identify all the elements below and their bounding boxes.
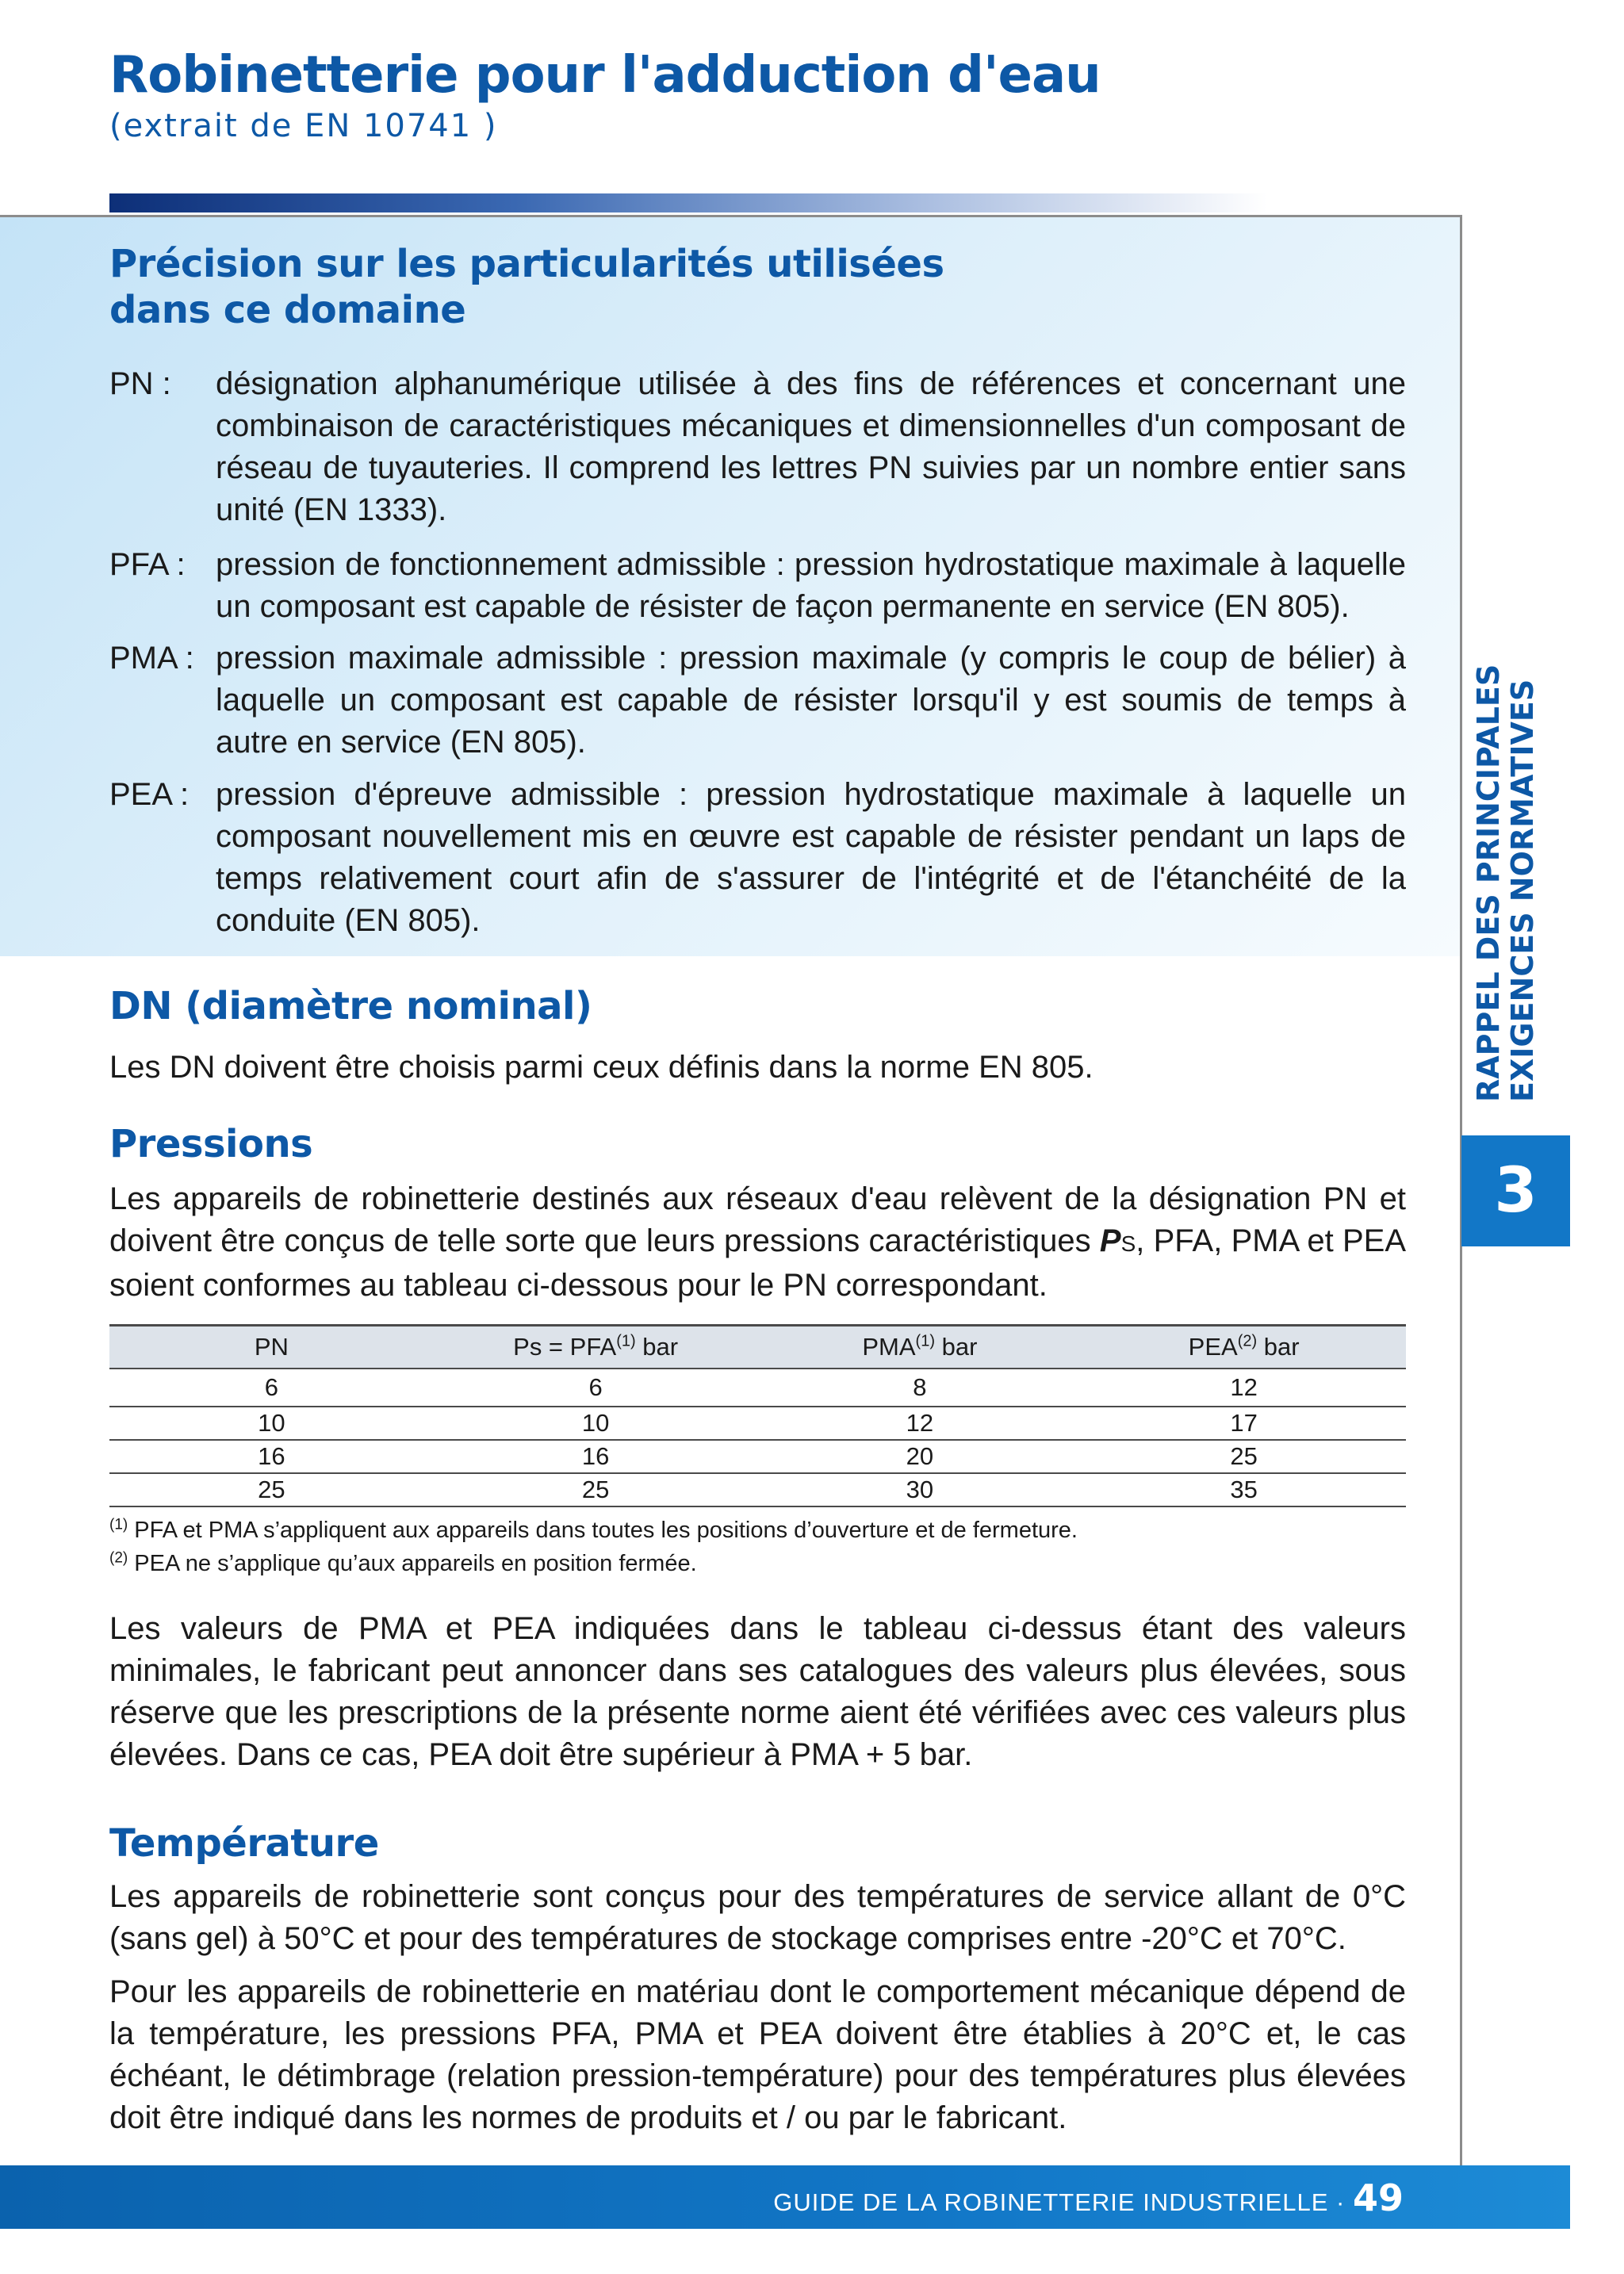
chapter-number-tab: 3: [1461, 1135, 1570, 1246]
column-header-pea: PEA$^{(2)}$ bar: [1082, 1326, 1406, 1369]
table-cell: 10: [434, 1407, 758, 1440]
definition-pn: [109, 363, 1406, 531]
pressions-intro: [109, 1178, 1406, 1307]
table-cell: 6: [434, 1369, 758, 1407]
table-cell: 12: [1082, 1369, 1406, 1407]
definition-pfa: [109, 544, 1406, 628]
precision-heading: [109, 241, 944, 333]
definition-pea: [109, 774, 1406, 942]
column-header-ps-pfa: $Ps = PFA^{(1)}$ bar: [434, 1326, 758, 1369]
pressions-heading: Pressions: [109, 1122, 313, 1166]
footer-guide-title: GUIDE DE LA ROBINETTERIE INDUSTRIELLE: [773, 2188, 1329, 2216]
definition-text: pression maximale admissible : pression maximale (y compris le coup de bélier) à laquelle un composant est capable de résister lorsqu'il y est soumis de temps à autre en service (EN 805).: [216, 641, 1406, 760]
ps-symbol-p: P: [1099, 1223, 1121, 1258]
page-title: Robinetterie pour l'adduction d'eau: [109, 46, 1101, 105]
page-number: 49: [1352, 2176, 1404, 2219]
table-cell: 10: [109, 1407, 434, 1440]
table-cell: 25: [1082, 1440, 1406, 1473]
table-row: [109, 1369, 1406, 1407]
table-cell: 20: [758, 1440, 1082, 1473]
page-subtitle: (extrait de EN 10741 ): [109, 108, 498, 144]
definition-text: désignation alphanumérique utilisée à des fins de références et concernant une combinaison de caractéristiques mécaniques et dimensionnelles d'un composant de réseau de tuyauteries. Il comprend les lettres PN suivies par un nombre entier sans unité (EN 1333).: [216, 366, 1406, 527]
table-footnote-2: $^{(2)}$ PEA ne s’applique qu’aux appareils en position fermée.: [109, 1549, 697, 1576]
definition-term: PN :: [109, 366, 171, 401]
table-row: [109, 1407, 1406, 1440]
table-cell: 16: [434, 1440, 758, 1473]
pressions-intro-start: Les appareils de robinetterie destinés aux réseaux d'eau relèvent de la désignation PN et doivent être conçus de telle sorte que leurs pressions caractéristiques: [109, 1181, 1406, 1258]
column-header-pn: PN: [109, 1326, 434, 1369]
table-row: [109, 1440, 1406, 1473]
sidebar-line-2: EXIGENCES NORMATIVES: [1505, 679, 1540, 1102]
chapter-sidebar-title: [1472, 664, 1540, 1102]
precision-heading-line1: Précision sur les particularités utilisées: [109, 242, 944, 286]
definition-pma: [109, 637, 1406, 764]
table-header-row: [109, 1326, 1406, 1369]
sidebar-line-1: RAPPEL DES PRINCIPALES: [1471, 664, 1506, 1102]
table-cell: 16: [109, 1440, 434, 1473]
definition-text: pression de fonctionnement admissible : pression hydrostatique maximale à laquelle un composant est capable de résister de façon permanente en service (EN 805).: [216, 547, 1406, 624]
pressions-intro-end: , PFA, PMA et PEA soient conformes au tableau ci-dessous pour le PN correspondant.: [109, 1223, 1407, 1303]
column-header-pma: PMA$^{(1)}$ bar: [758, 1326, 1082, 1369]
table-cell: 17: [1082, 1407, 1406, 1440]
definition-text: pression d'épreuve admissible : pression hydrostatique maximale à laquelle un composant nouvellement mis en œuvre est capable de résister pendant un laps de temps relativement court afin de s'assurer de l'intégrité et de l'étanchéité de la conduite (EN 805).: [216, 777, 1406, 938]
table-row: [109, 1473, 1406, 1506]
table-cell: 35: [1082, 1473, 1406, 1506]
title-gradient-bar: [109, 193, 1267, 212]
footer-separator: ·: [1328, 2188, 1353, 2216]
table-cell: 25: [109, 1473, 434, 1506]
table-cell: 8: [758, 1369, 1082, 1407]
temperature-paragraph-1: Les appareils de robinetterie sont conçus pour des températures de service allant de 0°C (sans gel) à 50°C et pour des températures de stockage comprises entre -20°C et 70°C.: [109, 1879, 1406, 1956]
table-cell: 25: [434, 1473, 758, 1506]
frame-top-line: [0, 215, 1461, 217]
temperature-heading: Température: [109, 1821, 379, 1866]
pressions-after-table-text: Les valeurs de PMA et PEA indiquées dans le tableau ci-dessus étant des valeurs minimales, le fabricant peut annoncer dans ses catalogues des valeurs plus élevées, sous réserve que les prescriptions de la présente norme aient été vérifiées avec ces valeurs plus élevées. Dans ce cas, PEA doit être supérieur à PMA + 5 bar.: [109, 1611, 1406, 1772]
definition-term: PEA :: [109, 777, 190, 812]
definition-term: PMA :: [109, 641, 194, 676]
ps-symbol-subscript: S: [1120, 1231, 1136, 1256]
dn-text: Les DN doivent être choisis parmi ceux définis dans la norme EN 805.: [109, 1050, 1094, 1085]
precision-heading-line2: dans ce domaine: [109, 288, 466, 332]
definition-term: PFA :: [109, 547, 186, 582]
table-cell: 6: [109, 1369, 434, 1407]
table-cell: 30: [758, 1473, 1082, 1506]
dn-heading: DN (diamètre nominal): [109, 984, 592, 1028]
pressure-table: [109, 1324, 1406, 1507]
footer-text: [773, 2174, 1404, 2222]
table-cell: 12: [758, 1407, 1082, 1440]
table-footnote-1: $^{(1)}$ PFA et PMA s’appliquent aux appareils dans toutes les positions d’ouverture et de fermeture.: [109, 1516, 1078, 1543]
temperature-paragraph-2: Pour les appareils de robinetterie en matériau dont le comportement mécanique dépend de la température, les pressions PFA, PMA et PEA doivent être établies à 20°C et, le cas échéant, le détimbrage (relation pression-température) pour des températures plus élevées doit être indiqué dans les normes de produits et / ou par le fabricant.: [109, 1974, 1406, 2135]
